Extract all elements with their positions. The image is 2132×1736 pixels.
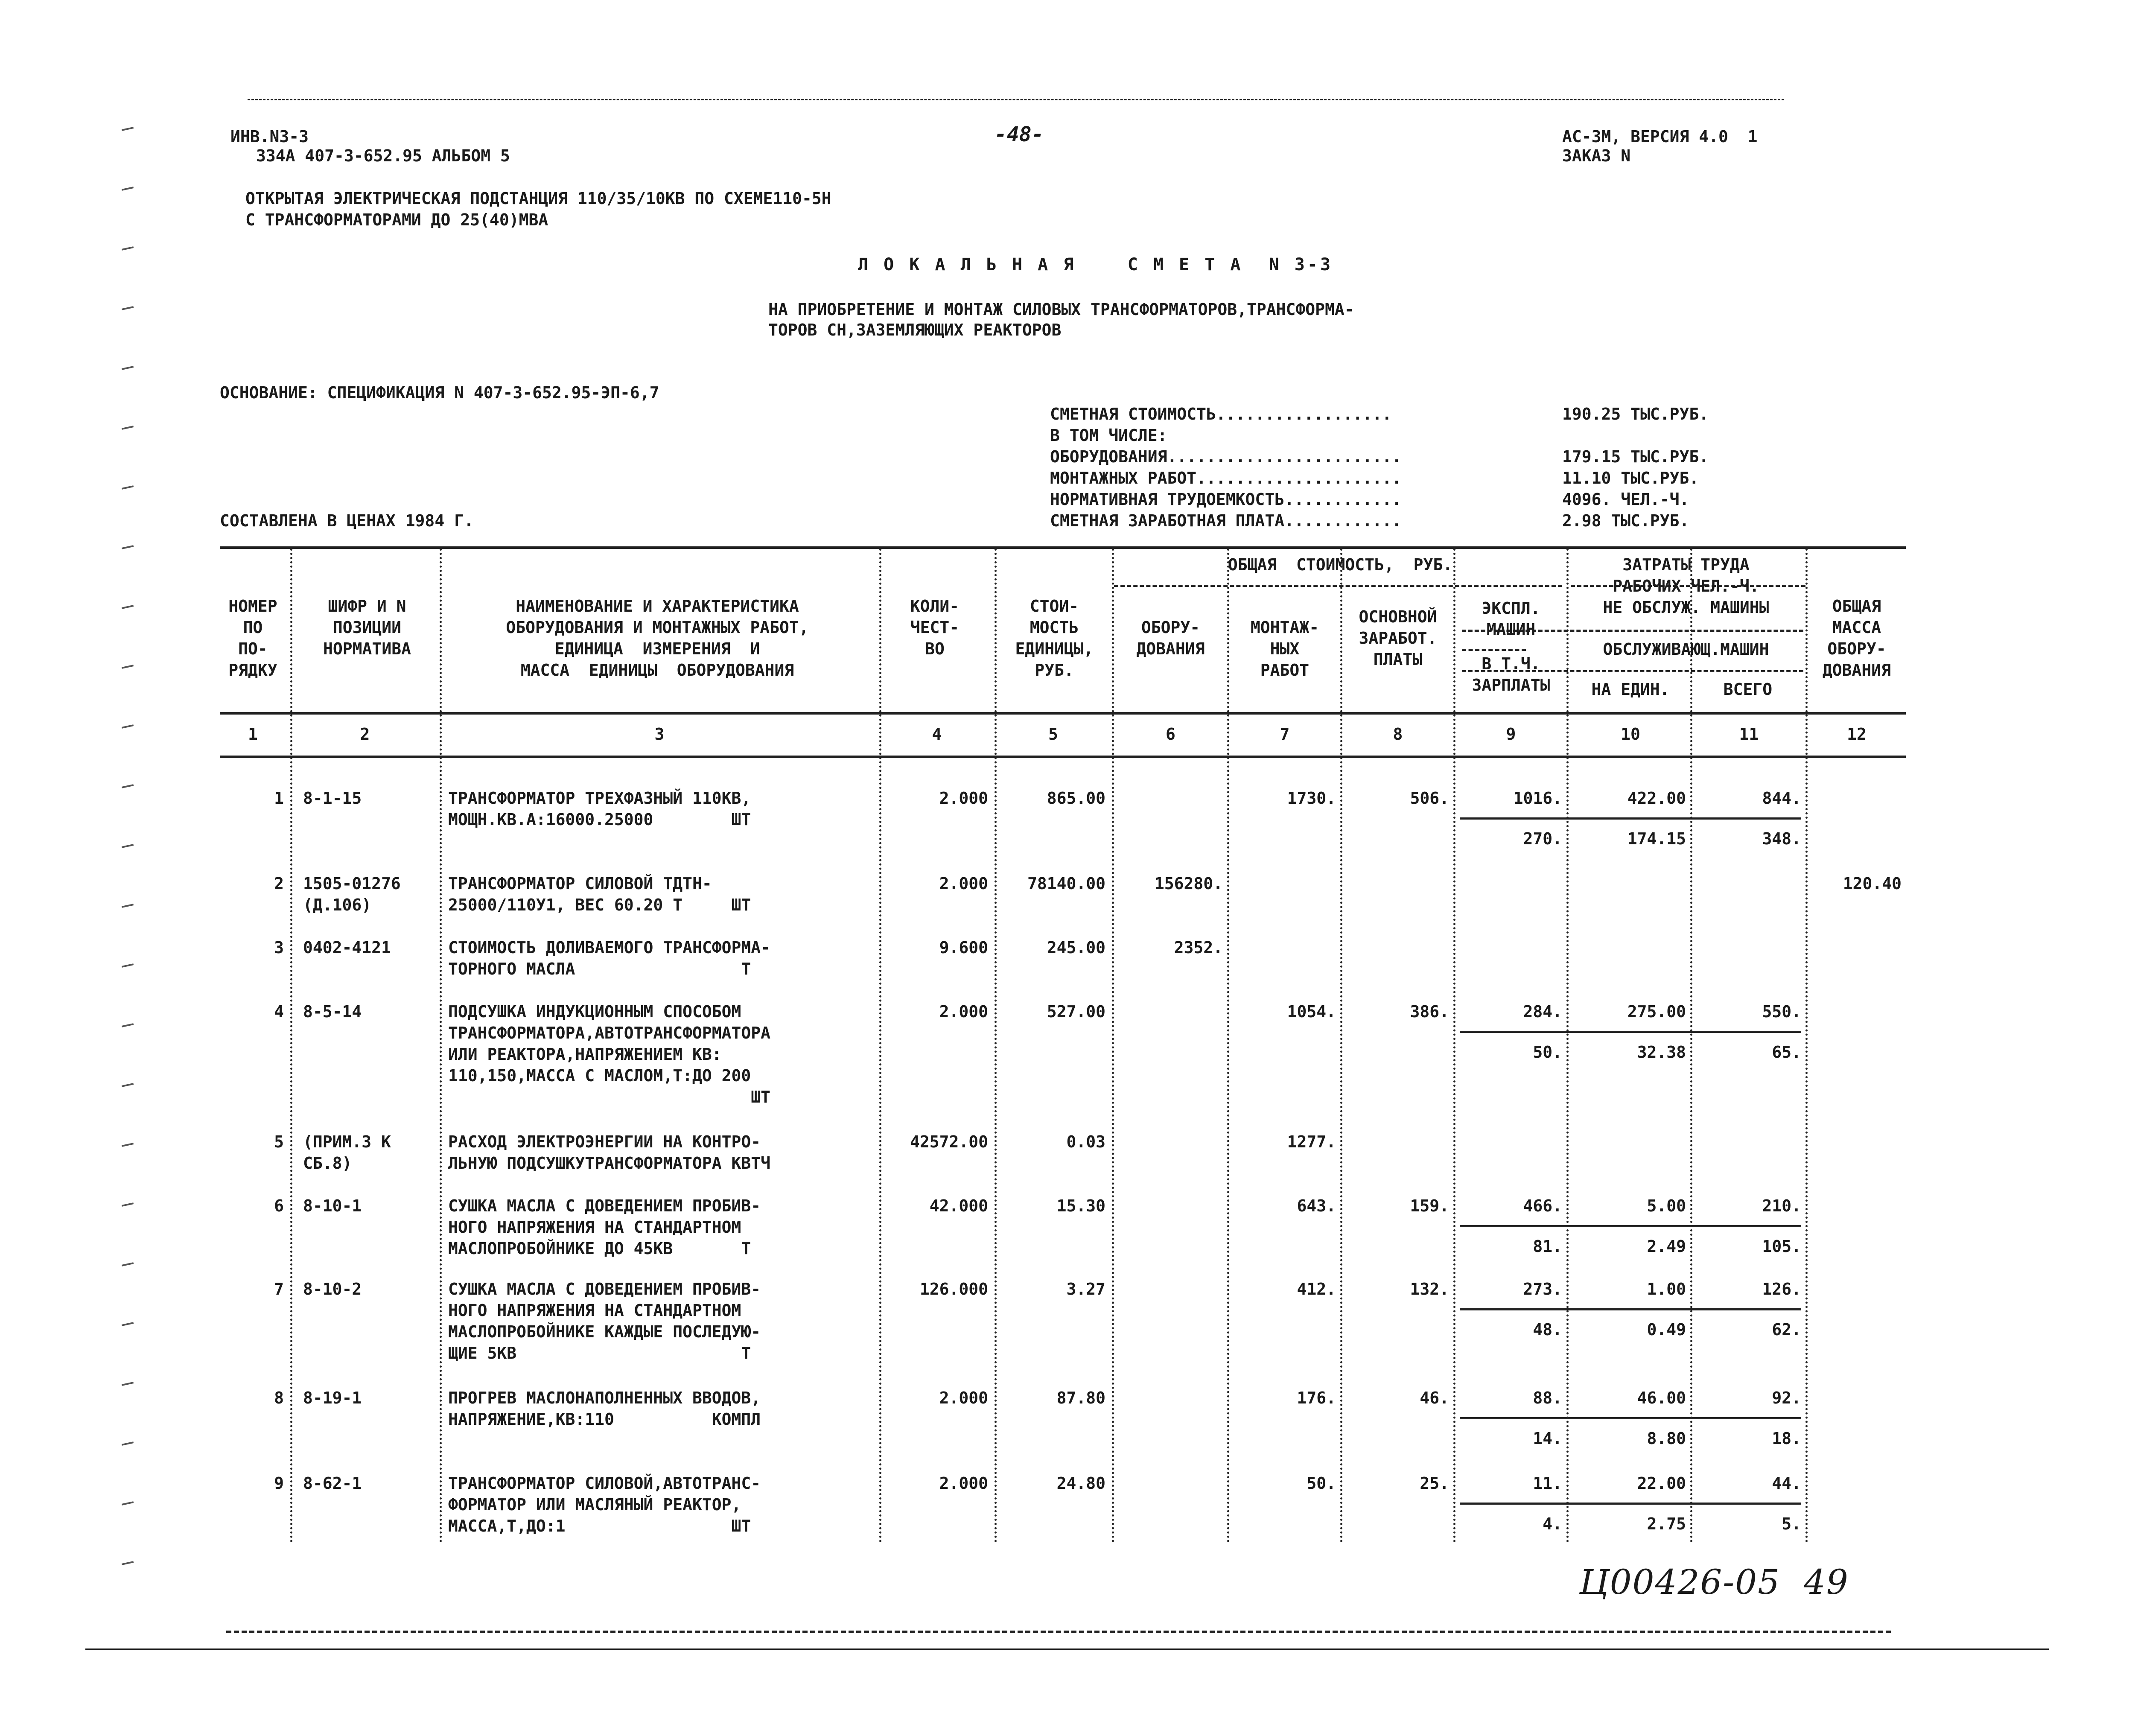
row-labor-per-unit-serving: 8.80: [1647, 1429, 1686, 1448]
row-number: 4: [274, 1002, 284, 1021]
summary-label: ОБОРУДОВАНИЯ........................: [1050, 447, 1402, 466]
row-labor-total: 44.: [1772, 1474, 1801, 1493]
row-labor-per-unit-serving: 174.15: [1627, 829, 1686, 848]
row-labor-total: 210.: [1762, 1196, 1801, 1215]
row-machines: 466.: [1523, 1196, 1562, 1215]
summary-label: МОНТАЖНЫХ РАБОТ.....................: [1050, 469, 1402, 487]
row-quantity: 42572.00: [910, 1132, 988, 1151]
column-number-bottom-border: [220, 756, 1906, 758]
row-labor-per-unit: 5.00: [1647, 1196, 1686, 1215]
row-sub-separator: [1460, 1417, 1801, 1419]
row-number: 3: [274, 938, 284, 957]
column-number: 1: [248, 725, 258, 744]
col-header-labor-not-serving: НЕ ОБСЛУЖ. МАШИНЫ: [1603, 598, 1769, 617]
margin-mark: [122, 306, 134, 310]
purpose-line2: ТОРОВ СН,ЗАЗЕМЛЯЮЩИХ РЕАКТОРОВ: [768, 321, 1062, 339]
row-machines: 273.: [1523, 1280, 1562, 1298]
project-title-line1: ОТКРЫТАЯ ЭЛЕКТРИЧЕСКАЯ ПОДСТАНЦИЯ 110/35/10КВ ПО СХЕМЕ110-5Н: [245, 189, 831, 208]
row-code: 8-62-1: [303, 1474, 362, 1493]
bottom-dashed-line: [226, 1631, 1891, 1633]
row-unit-cost: 78140.00: [1027, 874, 1105, 893]
col-header-mounting: МОНТАЖ- НЫХ РАБОТ: [1250, 618, 1319, 680]
row-name: ТРАНСФОРМАТОР СИЛОВОЙ ТДТН- 25000/110У1, ВЕС 60.20 Т ШТ: [448, 874, 751, 914]
summary-label: СМЕТНАЯ ЗАРАБОТНАЯ ПЛАТА............: [1050, 511, 1402, 530]
col-header-quantity: КОЛИ- ЧЕСТ- ВО: [910, 597, 960, 658]
row-labor-total-serving: 65.: [1772, 1043, 1801, 1062]
margin-mark: [122, 246, 134, 251]
row-mounting-cost: 412.: [1297, 1280, 1336, 1298]
margin-mark: [122, 1143, 134, 1147]
column-number: 4: [932, 725, 942, 744]
col-header-labor-group: ЗАТРАТЫ ТРУДА РАБОЧИХ ЧЕЛ.-Ч.: [1613, 555, 1759, 595]
column-number: 7: [1280, 725, 1290, 744]
summary-value: 2.98 ТЫС.РУБ.: [1562, 511, 1689, 530]
col-header-name: НАИМЕНОВАНИЕ И ХАРАКТЕРИСТИКА ОБОРУДОВАНИЯ И МОНТАЖНЫХ РАБОТ, ЕДИНИЦА ИЗМЕРЕНИЯ И МАССА ЕДИНИЦЫ ОБОРУДОВАНИЯ: [506, 597, 809, 680]
row-name: СУШКА МАСЛА С ДОВЕДЕНИЕМ ПРОБИВ- НОГО НАПРЯЖЕНИЯ НА СТАНДАРТНОМ МАСЛОПРОБОЙНИКЕ ДО 45КВ Т: [448, 1196, 761, 1258]
row-mounting-cost: 176.: [1297, 1389, 1336, 1407]
row-wage: 46.: [1420, 1389, 1449, 1407]
row-labor-per-unit-serving: 2.49: [1647, 1237, 1686, 1256]
margin-mark: [122, 724, 134, 729]
margin-mark: [122, 665, 134, 669]
col-header-total-cost-group: ОБЩАЯ СТОИМОСТЬ, РУБ.: [1228, 555, 1453, 574]
row-sub-separator: [1460, 1308, 1801, 1310]
row-code: 8-10-2: [303, 1280, 362, 1298]
row-unit-cost: 87.80: [1056, 1389, 1105, 1407]
col-header-per-unit: НА ЕДИН.: [1591, 680, 1670, 699]
row-labor-per-unit: 275.00: [1627, 1002, 1686, 1021]
row-name: РАСХОД ЭЛЕКТРОЭНЕРГИИ НА КОНТРО- ЛЬНУЮ ПОДСУШКУТРАНСФОРМАТОРА КВТЧ: [448, 1132, 770, 1173]
bottom-edge-line: [85, 1648, 2049, 1650]
column-number: 10: [1621, 725, 1640, 744]
margin-mark: [122, 426, 134, 430]
margin-mark: [122, 605, 134, 609]
top-border-line: [248, 99, 1784, 100]
row-equipment-cost: 156280.: [1154, 874, 1223, 893]
row-code: 0402-4121: [303, 938, 391, 957]
row-labor-per-unit-serving: 0.49: [1647, 1320, 1686, 1339]
row-mass: 120.40: [1843, 874, 1902, 893]
inventory-number: ИНВ.N3-3: [230, 127, 309, 146]
column-number: 5: [1048, 725, 1058, 744]
software-version: АС-3М, ВЕРСИЯ 4.0 1: [1562, 127, 1758, 146]
row-labor-per-unit: 22.00: [1637, 1474, 1686, 1493]
row-unit-cost: 245.00: [1047, 938, 1105, 957]
margin-mark: [122, 1083, 134, 1087]
col-header-unit-cost: СТОИ- МОСТЬ ЕДИНИЦЫ, РУБ.: [1015, 597, 1094, 680]
album-reference: 334А 407-3-652.95 АЛЬБОМ 5: [256, 146, 510, 165]
margin-mark: [122, 127, 134, 131]
col-header-labor-serving: ОБСЛУЖИВАЮЩ.МАШИН: [1603, 640, 1769, 659]
row-labor-total: 844.: [1762, 789, 1801, 808]
row-labor-per-unit-serving: 2.75: [1647, 1514, 1686, 1533]
column-number: 9: [1506, 725, 1516, 744]
row-labor-total-serving: 105.: [1762, 1237, 1801, 1256]
row-quantity: 2.000: [939, 1002, 988, 1021]
row-wage: 506.: [1410, 789, 1449, 808]
row-unit-cost: 24.80: [1056, 1474, 1105, 1493]
row-sub-separator: [1460, 1225, 1801, 1227]
col-header-mass: ОБЩАЯ МАССА ОБОРУ- ДОВАНИЯ: [1822, 597, 1891, 680]
prices-year-line: СОСТАВЛЕНА В ЦЕНАХ 1984 Г.: [220, 511, 474, 530]
row-number: 1: [274, 789, 284, 808]
row-sub-separator: [1460, 817, 1801, 820]
header-bottom-border: [220, 712, 1906, 715]
col-header-wage: ОСНОВНОЙ ЗАРАБОТ. ПЛАТЫ: [1359, 607, 1437, 669]
row-labor-total-serving: 18.: [1772, 1429, 1801, 1448]
row-quantity: 126.000: [919, 1280, 988, 1298]
summary-value: 11.10 ТЫС.РУБ.: [1562, 469, 1699, 487]
row-unit-cost: 3.27: [1066, 1280, 1105, 1298]
row-code: 8-19-1: [303, 1389, 362, 1407]
row-code: (ПРИМ.3 К СБ.8): [303, 1132, 391, 1173]
row-number: 7: [274, 1280, 284, 1298]
summary-label: СМЕТНАЯ СТОИМОСТЬ..................: [1050, 405, 1392, 423]
summary-value: 4096. ЧЕЛ.-Ч.: [1562, 490, 1689, 509]
margin-mark: [122, 545, 134, 549]
column-separator: [1805, 549, 1808, 1543]
row-quantity: 9.600: [939, 938, 988, 957]
margin-mark: [122, 1561, 134, 1565]
row-name: ТРАНСФОРМАТОР ТРЕХФАЗНЫЙ 110КВ, МОЩН.КВ.А:16000.25000 ШТ: [448, 789, 751, 829]
margin-mark: [122, 1202, 134, 1207]
column-number: 3: [654, 725, 665, 744]
row-wage: 25.: [1420, 1474, 1449, 1493]
row-number: 9: [274, 1474, 284, 1493]
row-machines-wage: 270.: [1523, 829, 1562, 848]
margin-mark: [122, 366, 134, 370]
margin-mark: [122, 904, 134, 908]
col-header-code: ШИФР И N ПОЗИЦИИ НОРМАТИВА: [323, 597, 411, 658]
row-labor-per-unit: 46.00: [1637, 1389, 1686, 1407]
margin-mark: [122, 1262, 134, 1266]
row-unit-cost: 527.00: [1047, 1002, 1105, 1021]
column-number: 12: [1847, 725, 1867, 744]
row-machines-wage: 48.: [1533, 1320, 1562, 1339]
row-labor-total: 92.: [1772, 1389, 1801, 1407]
row-number: 6: [274, 1196, 284, 1215]
row-labor-total-serving: 348.: [1762, 829, 1801, 848]
col-header-equipment: ОБОРУ- ДОВАНИЯ: [1136, 618, 1205, 658]
col-header-machines: ЭКСПЛ. МАШИН: [1482, 599, 1540, 639]
row-code: 8-1-15: [303, 789, 362, 808]
row-number: 5: [274, 1132, 284, 1151]
purpose-line1: НА ПРИОБРЕТЕНИЕ И МОНТАЖ СИЛОВЫХ ТРАНСФОРМАТОРОВ,ТРАНСФОРМА-: [768, 300, 1354, 319]
column-separator: [1112, 549, 1114, 1543]
margin-mark: [122, 1023, 134, 1027]
table-top-border: [220, 546, 1906, 549]
margin-mark: [122, 784, 134, 788]
row-mounting-cost: 643.: [1297, 1196, 1336, 1215]
row-name: СУШКА МАСЛА С ДОВЕДЕНИЕМ ПРОБИВ- НОГО НАПРЯЖЕНИЯ НА СТАНДАРТНОМ МАСЛОПРОБОЙНИКЕ КАЖДЫЕ ПОСЛЕДУЮ- ЩИЕ 5КВ Т: [448, 1280, 761, 1363]
column-separator: [290, 549, 292, 1543]
row-labor-total: 550.: [1762, 1002, 1801, 1021]
row-number: 8: [274, 1389, 284, 1407]
row-quantity: 42.000: [929, 1196, 988, 1215]
row-machines: 11.: [1533, 1474, 1562, 1493]
column-number: 8: [1393, 725, 1403, 744]
margin-mark: [122, 963, 134, 968]
row-name: ТРАНСФОРМАТОР СИЛОВОЙ,АВТОТРАНС- ФОРМАТОР ИЛИ МАСЛЯНЫЙ РЕАКТОР, МАССА,Т,ДО:1 ШТ: [448, 1474, 761, 1535]
margin-mark: [122, 1382, 134, 1386]
row-machines-wage: 81.: [1533, 1237, 1562, 1256]
row-labor-total-serving: 5.: [1782, 1514, 1801, 1533]
row-wage: 159.: [1410, 1196, 1449, 1215]
row-sub-separator: [1460, 1503, 1801, 1505]
row-labor-total: 126.: [1762, 1280, 1801, 1298]
row-name: ПРОГРЕВ МАСЛОНАПОЛНЕННЫХ ВВОДОВ, НАПРЯЖЕНИЕ,КВ:110 КОМПЛ: [448, 1389, 761, 1429]
group-header-underline: [1114, 585, 1562, 587]
row-number: 2: [274, 874, 284, 893]
row-wage: 386.: [1410, 1002, 1449, 1021]
row-machines: 284.: [1523, 1002, 1562, 1021]
margin-mark: [122, 187, 134, 191]
row-unit-cost: 0.03: [1066, 1132, 1105, 1151]
page-number: -48-: [995, 123, 1044, 146]
row-quantity: 2.000: [939, 1389, 988, 1407]
column-number: 6: [1166, 725, 1175, 744]
row-code: 8-10-1: [303, 1196, 362, 1215]
row-machines-wage: 14.: [1533, 1429, 1562, 1448]
row-machines: 88.: [1533, 1389, 1562, 1407]
row-mounting-cost: 1730.: [1287, 789, 1336, 808]
row-name: СТОИМОСТЬ ДОЛИВАЕМОГО ТРАНСФОРМА- ТОРНОГО МАСЛА Т: [448, 938, 770, 978]
handwritten-archive-number: Ц00426-05 49: [1579, 1562, 1849, 1602]
col-header-machines-wage: В Т.Ч. ЗАРПЛАТЫ: [1472, 654, 1550, 694]
summary-label: В ТОМ ЧИСЛЕ:: [1050, 426, 1167, 445]
row-mounting-cost: 50.: [1307, 1474, 1336, 1493]
column-separator: [440, 549, 442, 1543]
row-code: 8-5-14: [303, 1002, 362, 1021]
row-machines-wage: 4.: [1543, 1514, 1562, 1533]
basis-line: ОСНОВАНИЕ: СПЕЦИФИКАЦИЯ N 407-3-652.95-ЭП-6,7: [220, 383, 659, 402]
row-mounting-cost: 1054.: [1287, 1002, 1336, 1021]
project-title-line2: С ТРАНСФОРМАТОРАМИ ДО 25(40)МВА: [245, 210, 548, 229]
mach-header-underline: [1462, 649, 1526, 651]
margin-mark: [122, 1501, 134, 1506]
order-number: ЗАКАЗ N: [1562, 146, 1631, 165]
row-unit-cost: 15.30: [1056, 1196, 1105, 1215]
row-machines: 1016.: [1513, 789, 1562, 808]
document-title: Л О К А Л Ь Н А Я С М Е Т А N 3-3: [858, 255, 1333, 274]
col-header-number: НОМЕР ПО ПО- РЯДКУ: [228, 597, 277, 680]
row-equipment-cost: 2352.: [1174, 938, 1223, 957]
row-labor-per-unit: 422.00: [1627, 789, 1686, 808]
row-labor-total-serving: 62.: [1772, 1320, 1801, 1339]
row-machines-wage: 50.: [1533, 1043, 1562, 1062]
margin-mark: [122, 485, 134, 490]
row-quantity: 2.000: [939, 789, 988, 808]
row-name: ПОДСУШКА ИНДУКЦИОННЫМ СПОСОБОМ ТРАНСФОРМАТОРА,АВТОТРАНСФОРМАТОРА ИЛИ РЕАКТОРА,НАПРЯЖЕНИЕМ КВ: 110,150,МАССА С МАСЛОМ,Т:ДО 200 ШТ: [448, 1002, 770, 1106]
column-number: 2: [360, 725, 370, 744]
summary-value: 190.25 ТЫС.РУБ.: [1562, 405, 1709, 423]
row-sub-separator: [1460, 1031, 1801, 1033]
summary-label: НОРМАТИВНАЯ ТРУДОЕМКОСТЬ............: [1050, 490, 1402, 509]
row-quantity: 2.000: [939, 874, 988, 893]
margin-mark: [122, 1441, 134, 1446]
row-quantity: 2.000: [939, 1474, 988, 1493]
row-code: 1505-01276 (Д.106): [303, 874, 401, 914]
margin-mark: [122, 844, 134, 848]
row-mounting-cost: 1277.: [1287, 1132, 1336, 1151]
row-unit-cost: 865.00: [1047, 789, 1105, 808]
row-wage: 132.: [1410, 1280, 1449, 1298]
row-labor-per-unit: 1.00: [1647, 1280, 1686, 1298]
summary-value: 179.15 ТЫС.РУБ.: [1562, 447, 1709, 466]
column-number: 11: [1739, 725, 1759, 744]
col-header-total: ВСЕГО: [1723, 680, 1773, 699]
row-labor-per-unit-serving: 32.38: [1637, 1043, 1686, 1062]
margin-mark: [122, 1322, 134, 1326]
